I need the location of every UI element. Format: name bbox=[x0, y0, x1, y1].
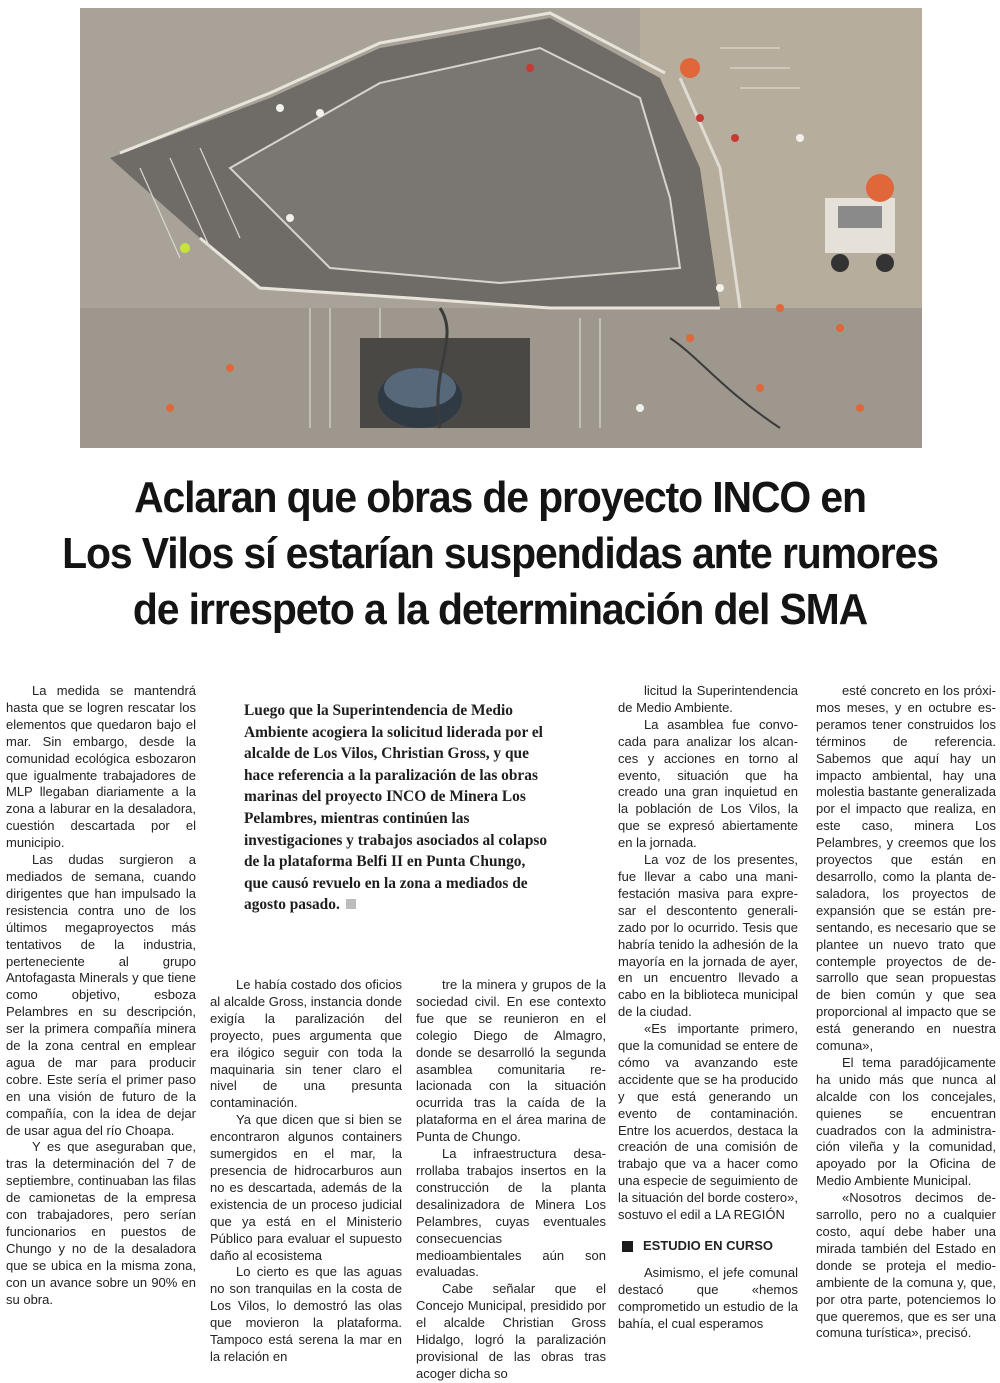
headline-line-1: Aclaran que obras de proyecto INCO en bbox=[134, 473, 866, 522]
end-square-icon bbox=[346, 899, 356, 909]
column-3 bbox=[416, 977, 606, 1383]
column-2-paragraph-1: Le había costado dos oficios al alcalde Gross, instancia donde exigía la paralización del proyecto, pues argumenta que era ilógico seguir con toda la maquinaria sin tener claro el nivel de una presunta contaminación. bbox=[210, 977, 402, 1111]
lead-text: Luego que la Superintendencia de Medio Ambiente acogiera la solicitud liderada por el alcalde de Los Vilos, Christian Gross, y que hace referencia a la paralización de las obras marinas del proyecto INCO de Minera Los Pelambres, mientras continúen las investigaciones y trabajos asociados al colapso de la plataforma Belfi II en Punta Chungo, que causó revuelo en la zona a mediados de agosto pasado. bbox=[244, 702, 548, 914]
column-5-paragraph-1: esté concreto en los próximos meses, y en octubre esperamos tener construidos los términos de referencia. Sabemos que aquí hay un impacto ambiental, hay una molestia bastante generalizada por el impacto que realiza, en este caso, minera Los Pelambres, y creemos que los proyectos que están en desarrollo, como la planta desaladora, los proyectos de expansión que se están presentando, es necesario que se plantee un nuevo trato que contemple proyectos de desarrollo que sean propuestas de bien común y que sea proporcional al impacto que se está generando en nuestra comuna», bbox=[816, 683, 996, 1054]
column-4 bbox=[618, 683, 798, 1333]
column-1 bbox=[6, 683, 196, 1309]
lead-paragraph bbox=[244, 700, 550, 916]
column-4-paragraph-3: La voz de los presentes, fue llevar a cabo una manifestación masiva para expresar el descontento generalizado por lo ocurrido. Tesis que habría tenido la adhesión de la mayoría en la jornada de ayer, en un encuentro llevado a cabo en la biblioteca municipal de la ciudad. bbox=[618, 852, 798, 1020]
column-4-paragraph-1: licitud la Superintendencia de Medio Ambiente. bbox=[618, 683, 798, 715]
headline bbox=[54, 470, 947, 638]
column-2-paragraph-2: Ya que dicen que si bien se encontraron algunos containers sumergidos en el mar, la presencia de hidrocarburos aun no es descartada, además de la existencia de un proceso judicial que ya está en el Ministerio Público para evaluar el supuesto daño al ecosistema bbox=[210, 1112, 402, 1263]
article-photo bbox=[80, 8, 922, 448]
column-4-paragraph-5: Asimismo, el jefe comunal destacó que «hemos comprometido un estudio de la bahía, el cual esperamos bbox=[618, 1264, 798, 1331]
column-5 bbox=[816, 683, 996, 1342]
headline-line-2: Los Vilos sí estarían suspendidas ante rumores bbox=[62, 529, 938, 578]
column-3-paragraph-2: La infraestructura desarrollaba trabajos insertos en la construcción de la planta desalinizadora de Minera Los Pelambres, cuyas eventuales consecuencias medioambientales aún son evaluadas. bbox=[416, 1146, 606, 1280]
column-2 bbox=[210, 977, 402, 1366]
column-3-paragraph-1: tre la minera y grupos de la sociedad civil. En ese contexto fue que se reunieron en el colegio Diego de Almagro, donde se desarrolló la segunda asamblea comunitaria relacionada con la situación ocurrida tras la caída de la plataforma en el área marina de Punta de Chungo. bbox=[416, 977, 606, 1145]
column-2-paragraph-3: Lo cierto es que las aguas no son tranquilas en la costa de Los Vilos, lo demostró las olas que movieron la plataforma. Tampoco está serena la mar en la relación en bbox=[210, 1264, 402, 1364]
column-5-paragraph-2: El tema paradójicamente ha unido más que nunca al alcalde con los concejales, quienes se encuentran cuadrados con la administración vileña y la comunidad, apoyado por la Oficina de Medio Ambiente Municipal. bbox=[816, 1054, 996, 1189]
column-5-paragraph-3: «Nosotros decimos desarrollo, pero no a cualquier costo, aquí debe haber una mirada también del Estado en donde se proteja el medioambiente de la comuna y, que, por otra parte, potenciemos lo que queremos, que es ser una comuna turística», precisó. bbox=[816, 1190, 996, 1341]
subhead-square-icon bbox=[622, 1241, 633, 1252]
column-4-paragraph-2: La asamblea fue convocada para analizar los alcances y acciones en torno al evento, situación que ha creado una gran inquietud en la población de Los Vilos, la que se expresó abiertamente en la jornada. bbox=[618, 716, 798, 851]
column-1-paragraph-3: Y es que aseguraban que, tras la determinación del 7 de septiembre, continuaban las filas de camionetas de la empresa con trabajadores, pero serían funcionarios en puestos de Chungo y no de la desaladora que se ubica en la misma zona, con un avance sobre un 90% en su obra. bbox=[6, 1139, 196, 1307]
column-3-paragraph-3: Cabe señalar que el Concejo Municipal, presidido por el alcalde Christian Gross Hidalgo, logró la paralización provisional de las obras tras acoger dicha so bbox=[416, 1281, 606, 1381]
column-4-paragraph-4: «Es importante primero, que la comunidad se entere de cómo va avanzando este accidente que se ha producido y que está generando un evento de contaminación. Entre los acuerdos, destaca la creación de una comisión de trabajo que va a hacer como una especie de seguimiento de la situación del borde costero», sostuvo el edil a LA REGIÓN bbox=[618, 1021, 798, 1223]
aerial-construction-photo-icon bbox=[80, 8, 922, 448]
subhead-estudio-en-curso bbox=[618, 1238, 798, 1255]
column-1-paragraph-2: Las dudas surgieron a mediados de semana, cuando dirigentes que han impulsado la resistencia contra uno de los últimos megaproyectos más tentativos de la industria, perteneciente al grupo Antofagasta Minerals y que tiene como objetivo, esboza Pelambres en su descripción, ser la primera compañía minera de la zona central en emplear agua de mar para producir cobre. Este sería el primer paso en una visión de futuro de la compañía, con la idea de dejar de usar agua del río Choapa. bbox=[6, 852, 196, 1138]
column-1-paragraph-1: La medida se mantendrá hasta que se logren rescatar los elementos que quedaron bajo el mar. Sin embargo, desde la comunidad ecológica esbozaron que igualmente trabajadores de MLP llegaban diariamente a la zona a laburar en la desaladora, cuestión descartada por el municipio. bbox=[6, 683, 196, 851]
subhead-text: ESTUDIO EN CURSO bbox=[643, 1238, 774, 1253]
headline-line-3: de irrespeto a la determinación del SMA bbox=[132, 585, 868, 634]
